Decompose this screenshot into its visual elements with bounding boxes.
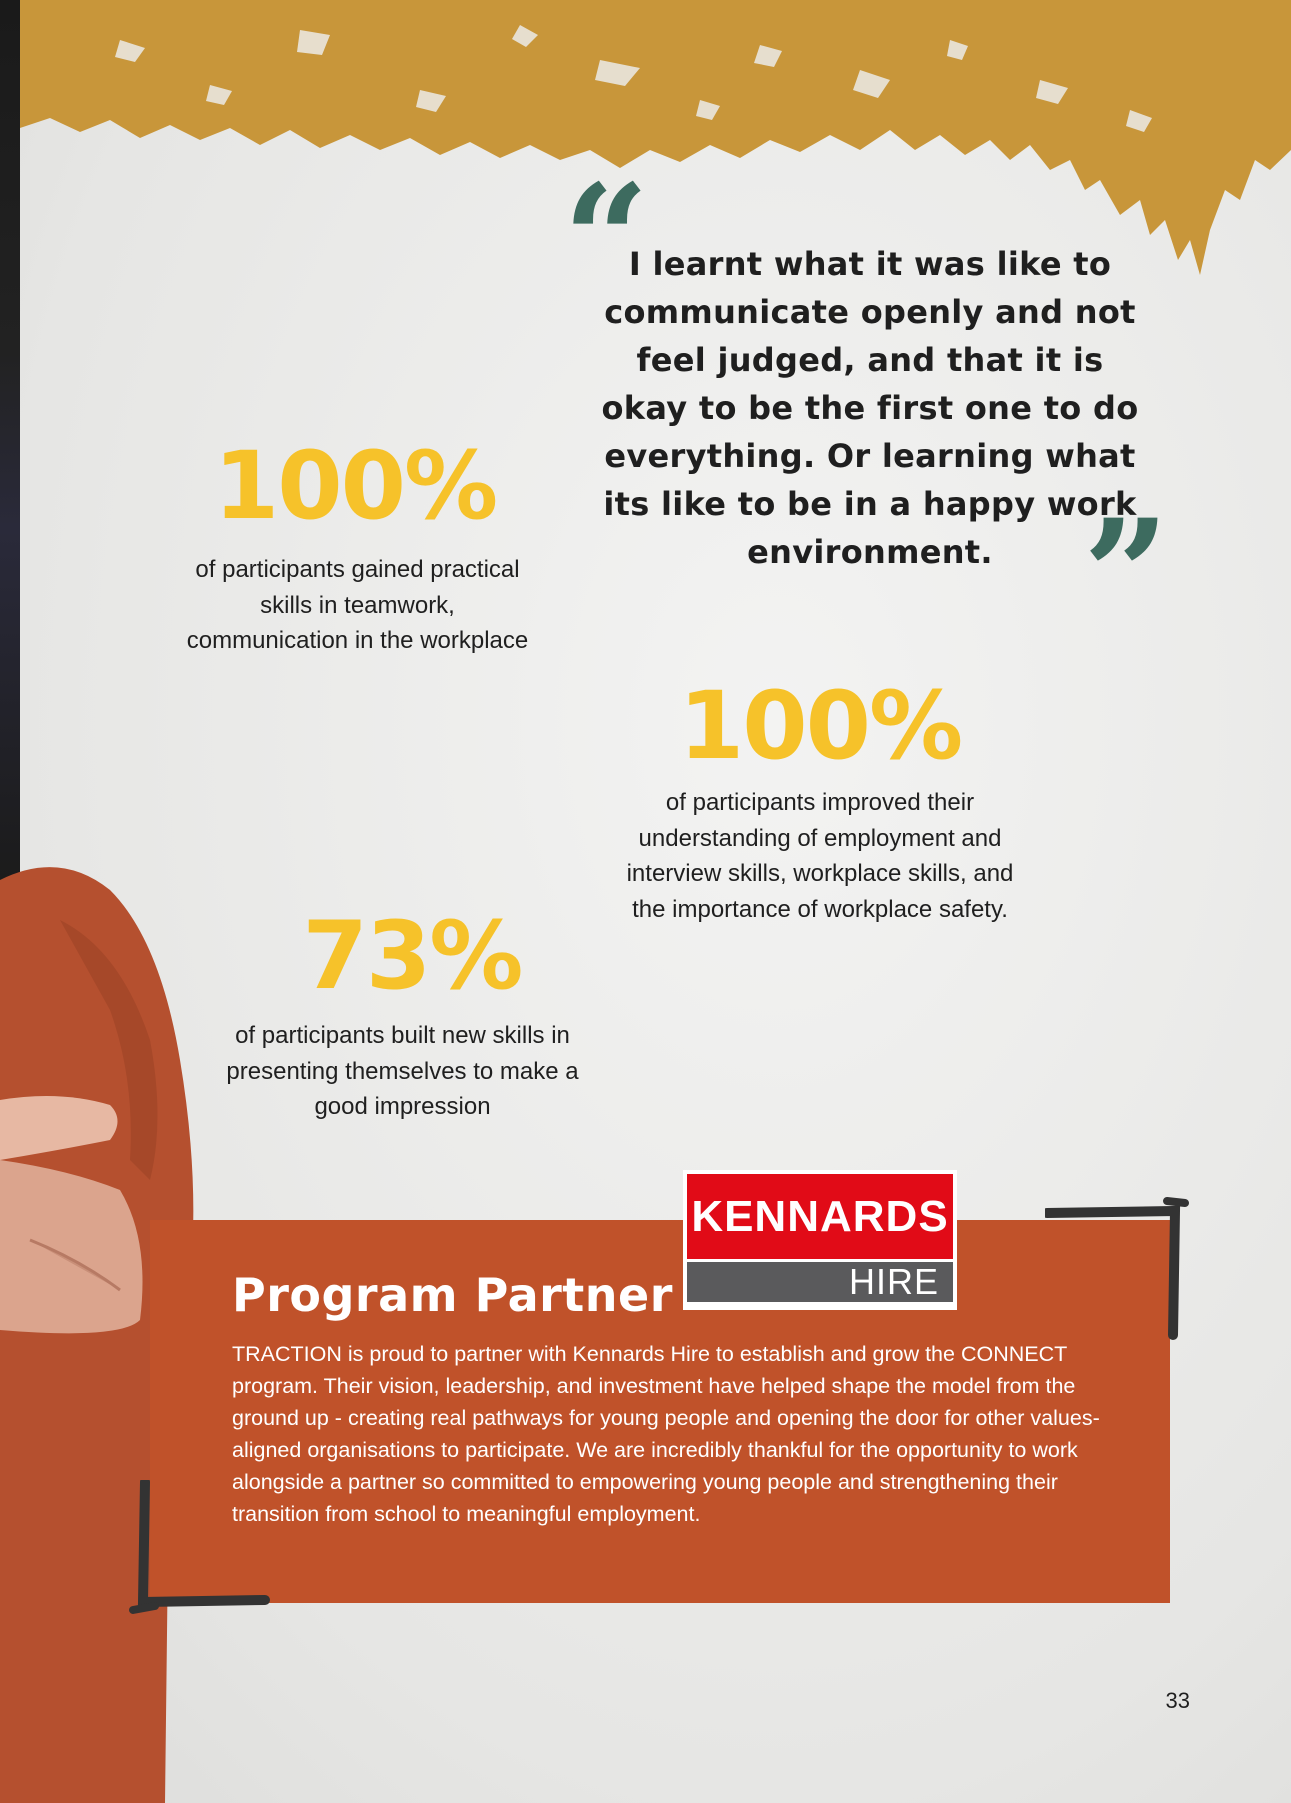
page-number: 33 (1165, 1688, 1190, 1713)
testimonial-quote: I learnt what it was like to communicate openly and not feel judged, and that it is okay to be the first one to do everything. Or learning what its like to be in a happy work environment. (601, 245, 1139, 571)
stat-value-employment: 100% (678, 672, 962, 781)
stat-value-teamwork: 100% (213, 432, 497, 541)
kennards-hire-logo (683, 1170, 957, 1310)
logo-wordmark-kennards: KENNARDS (687, 1174, 953, 1259)
corner-bracket-top-right (1045, 1195, 1195, 1345)
logo-wordmark-hire: HIRE (687, 1262, 953, 1302)
stat-description-teamwork: of participants gained practical skills in teamwork, communication in the workplace (186, 556, 529, 654)
close-quote-icon: ” (1083, 487, 1170, 663)
background-image-strip (0, 0, 20, 880)
partner-title: Program Partner (232, 1268, 673, 1322)
partner-description: TRACTION is proud to partner with Kennards Hire to establish and grow the CONNECT program. Their vision, leadership, and investment have helped shape the model from the ground up - creating real pathways for young people and opening the door for other values-aligned organisations to participate. We are incredibly thankful for the opportunity to work alongside a partner so committed to empowering young people and strengthening their transition from school to meaningful employment. (232, 1342, 1100, 1526)
stat-value-presenting: 73% (302, 902, 522, 1011)
stat-description-presenting: of participants built new skills in presenting themselves to make a good impression (226, 1022, 579, 1120)
open-quote-icon: “ (563, 152, 650, 328)
stat-description-employment: of participants improved their understanding of employment and interview skills, workplace skills, and the importance of workplace safety. (626, 789, 1014, 923)
